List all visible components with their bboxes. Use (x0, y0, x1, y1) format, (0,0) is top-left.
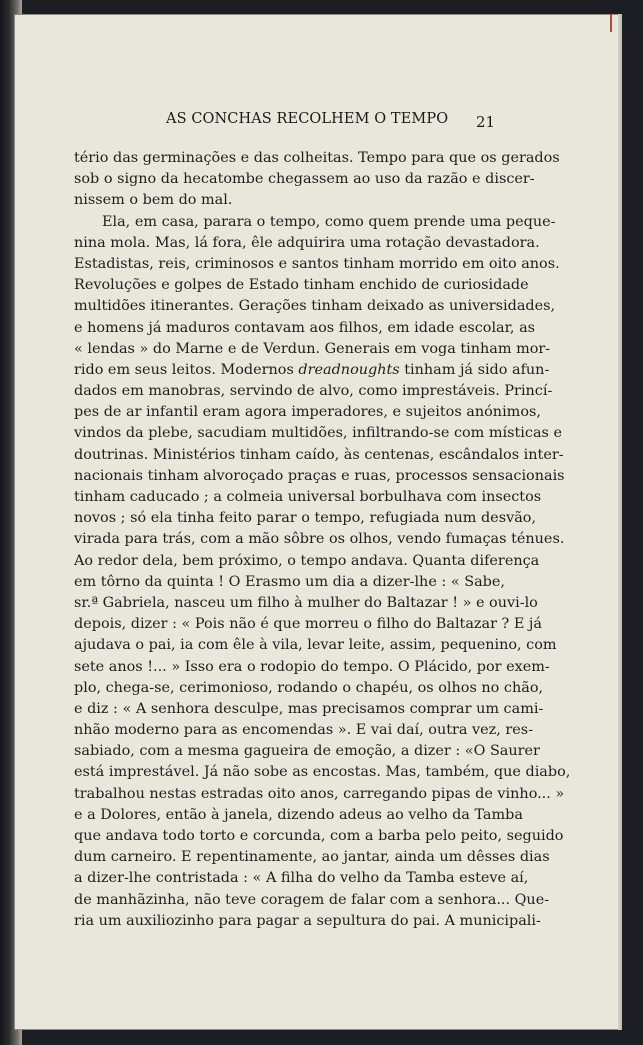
running-title: AS CONCHAS RECOLHEM O TEMPO (166, 111, 449, 127)
text-line: nissem o bem do mal. (74, 192, 233, 209)
text-line: trabalhou nestas estradas oito anos, carregando pipas de vinho... » (74, 785, 565, 802)
text-line: nina mola. Mas, lá fora, êle adquirira uma rotação devastadora. (74, 234, 540, 251)
text-line: a dizer-lhe contristada : « A filha do velho da Tamba esteve aí, (74, 870, 529, 887)
text-line: plo, chega-se, cerimonioso, rodando o chapéu, os olhos no chão, (74, 679, 544, 696)
text-line: multidões itinerantes. Gerações tinham deixado as universidades, (74, 298, 556, 315)
text-line: nhão moderno para as encomendas ». E vai daí, outra vez, res- (74, 722, 534, 739)
text-line: sete anos !... » Isso era o rodopio do tempo. O Plácido, por exem- (74, 658, 550, 675)
text-line: rido em seus leitos. Modernos dreadnoughts tinham já sido afun- (74, 361, 550, 378)
text-line: que andava todo torto e corcunda, com a barba pelo peito, seguido (74, 828, 564, 844)
text-line: está imprestável. Já não sobe as encostas. Mas, também, que diabo, (74, 764, 571, 781)
text-line: dum carneiro. E repentinamente, ao jantar, ainda um dêsses dias (74, 849, 550, 866)
text-line: e a Dolores, então à janela, dizendo adeus ao velho da Tamba (74, 806, 523, 823)
text-line: sabiado, com a mesma gagueira de emoção, a dizer : «O Saurer (74, 743, 540, 760)
text-line: e homens já maduros contavam aos filhos, em idade escolar, as (74, 319, 536, 336)
page-marker (610, 14, 612, 32)
text-line: em tôrno da quinta ! O Erasmo um dia a dizer-lhe : « Sabe, (74, 573, 505, 590)
page-edge (618, 14, 622, 1030)
text-line: tério das germinações e das colheitas. Tempo para que os gerados (74, 150, 560, 166)
text-line: Ao redor dela, bem próximo, o tempo andava. Quanta diferença (74, 552, 540, 569)
text-line: « lendas » do Marne e de Verdun. Generais em voga tinham mor- (74, 340, 551, 357)
text-line: pes de ar infantil eram agora imperadores, e sujeitos anónimos, (74, 404, 541, 421)
text-line: ajudava o pai, ia com êle à vila, levar leite, assim, pequenino, com (74, 637, 557, 654)
text-line: ria um auxiliozinho para pagar a sepultura do pai. A municipali- (74, 912, 541, 929)
text-line: vindos da plebe, sacudiam multidões, infiltrando-se com místicas e (74, 425, 563, 442)
text-line: e diz : « A senhora desculpe, mas precisamos comprar um cami- (74, 700, 544, 717)
text-line: Estadistas, reis, criminosos e santos tinham morrido em oito anos. (74, 255, 560, 272)
text-line: de manhãzinha, não teve coragem de falar com a senhora... Que- (74, 891, 550, 908)
text-line: tinham caducado ; a colmeia universal borbulhava com insectos (74, 489, 542, 505)
italic-word: dreadnoughts (298, 361, 400, 378)
text-line: virada para trás, com a mão sôbre os olhos, vendo fumaças ténues. (74, 531, 565, 548)
text-line: doutrinas. Ministérios tinham caído, às centenas, escândalos inter- (74, 446, 564, 463)
page-number: 21 (476, 113, 496, 131)
text-line: sob o signo da hecatombe chegassem ao uso da razão e discer- (74, 171, 535, 188)
text-line: sr.ª Gabriela, nasceu um filho à mulher do Baltazar ! » e ouvi-lo (74, 594, 538, 611)
text-line: Ela, em casa, parara o tempo, como quem prende uma peque- (102, 213, 556, 230)
text-line: depois, dizer : « Pois não é que morreu o filho do Baltazar ? E já (74, 616, 542, 633)
text-line: Revoluções e golpes de Estado tinham enchido de curiosidade (74, 277, 529, 294)
text-line: nacionais tinham alvoroçado praças e ruas, processos sensacionais (74, 467, 565, 484)
book-page (14, 14, 622, 1030)
text-line: novos ; só ela tinha feito parar o tempo, refugiada num desvão, (74, 510, 537, 527)
body-text (74, 148, 571, 932)
text-line: dados em manobras, servindo de alvo, como imprestáveis. Princí- (74, 383, 553, 400)
